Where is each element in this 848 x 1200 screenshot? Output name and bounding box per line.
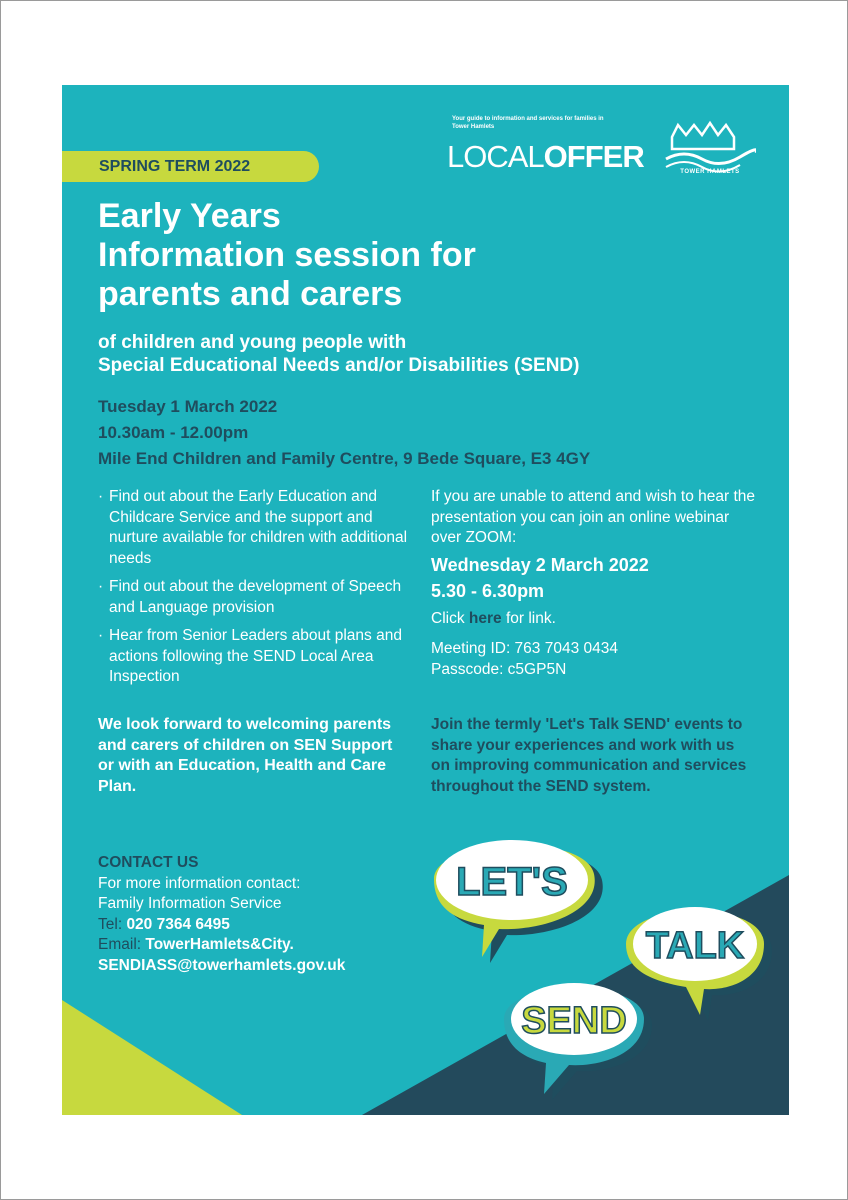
lets-talk-send-graphic <box>412 825 782 1115</box>
title-line: Early Years <box>98 197 281 235</box>
page-title <box>98 197 698 314</box>
click-prefix: Click <box>431 610 469 627</box>
bubble-word-lets: LET'S <box>456 860 568 904</box>
event-venue: Mile End Children and Family Centre, 9 Bede Square, E3 4GY <box>98 449 591 468</box>
webinar-link-line <box>431 609 556 630</box>
logo-suffix: OFFER <box>543 139 644 174</box>
info-bullets <box>98 487 414 696</box>
local-offer-logo <box>447 139 644 175</box>
click-suffix: for link. <box>501 610 556 627</box>
poster <box>62 85 789 1115</box>
event-date: Tuesday 1 March 2022 <box>98 397 278 416</box>
email-address-part1[interactable]: TowerHamlets&City. <box>145 936 294 953</box>
logo-prefix: LOCAL <box>447 139 544 174</box>
local-offer-tagline: Your guide to information and services for families in Tower Hamlets <box>452 116 604 130</box>
contact-section <box>98 853 438 976</box>
lime-corner-shape <box>62 1000 242 1115</box>
contact-email <box>98 935 438 956</box>
contact-email-cont <box>98 956 438 977</box>
tel-number[interactable]: 020 7364 6495 <box>126 915 230 933</box>
title-line: parents and carers <box>98 275 403 313</box>
contact-tel <box>98 915 438 936</box>
tower-hamlets-logo-text: TOWER HAMLETS <box>680 169 740 175</box>
contact-heading: CONTACT US <box>98 854 199 871</box>
subtitle <box>98 331 778 377</box>
speech-bubble-lets <box>434 840 603 963</box>
speech-bubble-send <box>504 983 652 1100</box>
webinar-link[interactable]: here <box>468 610 502 627</box>
contact-line: For more information contact: <box>98 874 301 892</box>
webinar-time: 5.30 - 6.30pm <box>431 581 545 601</box>
tel-label: Tel: <box>98 915 127 933</box>
welcome-text: We look forward to welcoming parents and carers of children on SEN Support or with an Education, Health and Care Plan. <box>98 716 393 795</box>
bullet-item: · Hear from Senior Leaders about plans and actions following the SEND Local Area Inspection <box>98 626 414 688</box>
subtitle-line: Special Educational Needs and/or Disabilities (SEND) <box>98 355 580 376</box>
join-text: Join the termly 'Let's Talk SEND' events to share your experiences and work with us on improving communication and services throughout the SEND system. <box>431 716 747 795</box>
meeting-details <box>431 639 618 680</box>
email-label: Email: <box>98 936 146 953</box>
contact-line: Family Information Service <box>98 895 282 912</box>
bubble-word-talk: TALK <box>645 925 745 967</box>
email-address-part2[interactable]: SENDIASS@towerhamlets.gov.uk <box>98 956 346 974</box>
event-time: 10.30am - 12.00pm <box>98 423 249 442</box>
speech-bubble-talk <box>626 907 772 1021</box>
subtitle-line: of children and young people with <box>98 332 407 353</box>
webinar-date: Wednesday 2 March 2022 <box>431 555 649 575</box>
bullet-item: · Find out about the development of Speech and Language provision <box>98 577 414 618</box>
term-badge: SPRING TERM 2022 <box>62 151 319 182</box>
passcode: Passcode: c5GP5N <box>431 660 567 678</box>
webinar-intro: If you are unable to attend and wish to hear the presentation you can join an online webinar over ZOOM: <box>431 488 756 546</box>
meeting-id: Meeting ID: 763 7043 0434 <box>431 640 618 657</box>
bubble-word-send: SEND <box>521 1000 627 1042</box>
bullet-item: · Find out about the Early Education and Childcare Service and the support and nurture available for children with additional needs <box>98 487 414 569</box>
title-line: Information session for <box>98 236 476 274</box>
